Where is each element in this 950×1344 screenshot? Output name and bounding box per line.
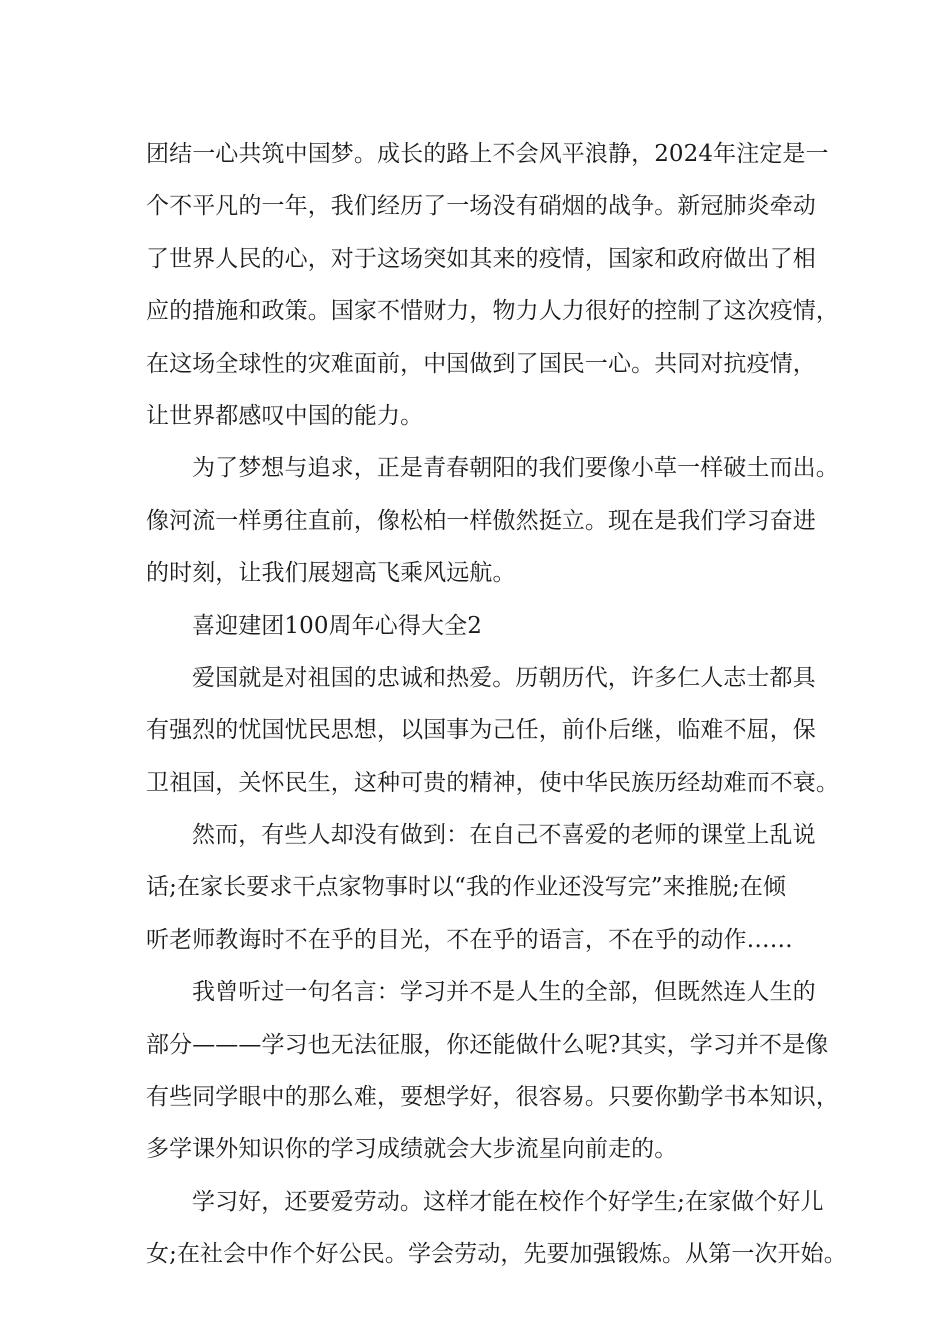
text-line: 了世界人民的心，对于这场突如其来的疫情，国家和政府做出了相 (146, 245, 816, 272)
text-line: 的时刻，让我们展翅高飞乘风远航。 (146, 560, 516, 587)
paragraph-first-line: 为了梦想与追求，正是青春朝阳的我们要像小草一样破土而出。 (192, 455, 839, 482)
paragraph-first-line: 学习好，还要爱劳动。这样才能在校作个好学生;在家做个好儿 (192, 1188, 824, 1215)
section-heading: 喜迎建团100周年心得大全2 (192, 612, 482, 639)
document-body (146, 128, 847, 1281)
text-line: 在这场全球性的灾难面前，中国做到了国民一心。共同对抗疫情， (146, 350, 816, 377)
text-line: 女;在社会中作个好公民。学会劳动，先要加强锻炼。从第一次开始。 (146, 1241, 847, 1268)
text-line: 听老师教诲时不在乎的目光，不在乎的语言，不在乎的动作…… (146, 926, 793, 953)
text-line: 像河流一样勇往直前，像松柏一样傲然挺立。现在是我们学习奋进 (146, 507, 816, 534)
text-line: 应的措施和政策。国家不惜财力，物力人力很好的控制了这次疫情， (146, 298, 839, 325)
text-line: 让世界都感叹中国的能力。 (146, 402, 424, 429)
text-line: 有强烈的忧国忧民思想，以国事为己任，前仆后继，临难不屈，保 (146, 717, 816, 744)
paragraph-first-line: 然而，有些人却没有做到：在自己不喜爱的老师的课堂上乱说 (192, 822, 816, 849)
paragraph-first-line: 我曾听过一句名言：学习并不是人生的全部，但既然连人生的 (192, 979, 816, 1006)
text-line: 部分———学习也无法征服，你还能做什么呢?其实，学习并不是像 (146, 1031, 829, 1058)
paragraph-first-line: 爱国就是对祖国的忠诚和热爱。历朝历代，许多仁人志士都具 (192, 664, 816, 691)
text-line: 多学课外知识你的学习成绩就会大步流星向前走的。 (146, 1136, 678, 1163)
text-line: 卫祖国，关怀民生，这种可贵的精神，使中华民族历经劫难而不衰。 (146, 769, 839, 796)
text-line: 话;在家长要求干点家物事时以“我的作业还没写完”来推脱;在倾 (146, 874, 787, 901)
text-line: 有些同学眼中的那么难，要想学好，很容易。只要你勤学书本知识， (146, 1084, 839, 1111)
text-line: 团结一心共筑中国梦。成长的路上不会风平浪静，2024年注定是一 (146, 141, 829, 167)
text-line: 个不平凡的一年，我们经历了一场没有硝烟的战争。新冠肺炎牵动 (146, 193, 816, 220)
